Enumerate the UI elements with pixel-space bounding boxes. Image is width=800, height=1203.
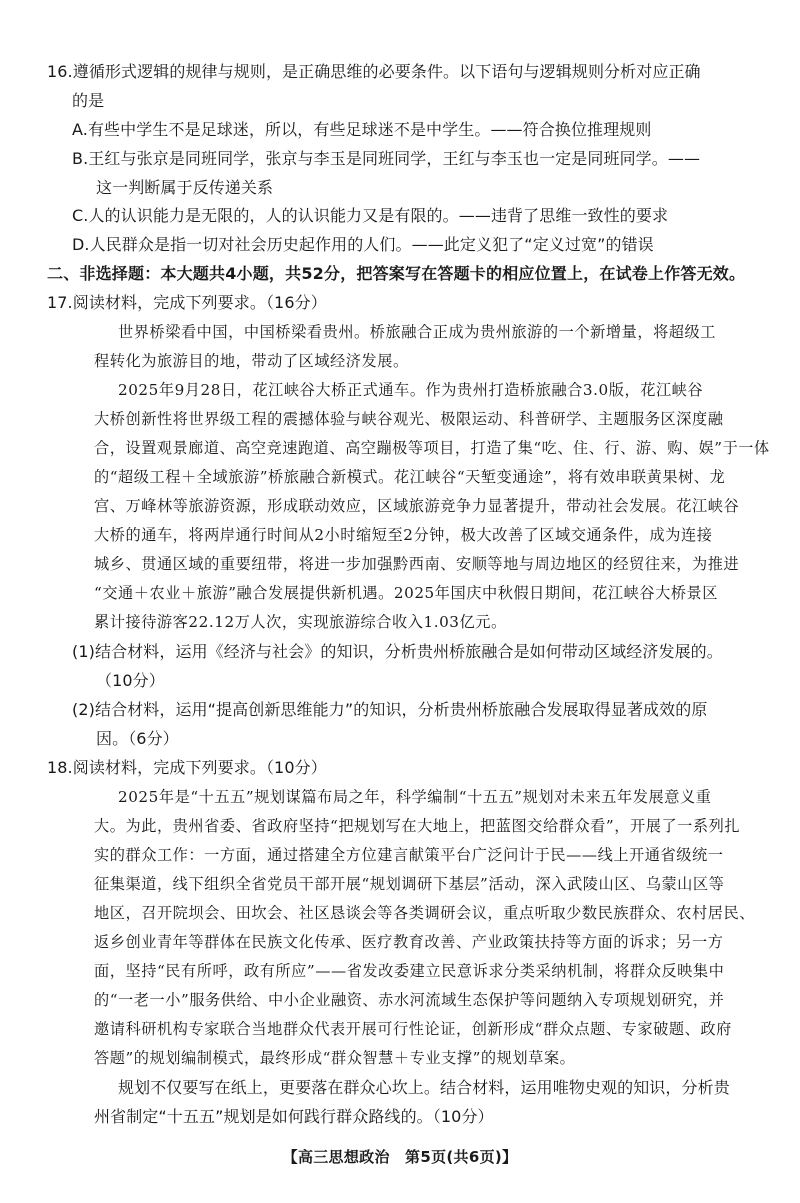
q16-option-d: D.人民群众是指一切对社会历史起作用的人们。——此定义犯了“定义过宽”的错误: [72, 235, 654, 254]
q17-title: 17.阅读材料，完成下列要求。（16分）: [47, 293, 327, 312]
q17-material-line: 累计接待游客22.12万人次，实现旅游综合收入1.03亿元。: [94, 613, 507, 631]
q16-option-a: A.有些中学生不是足球迷，所以，有些足球迷不是中学生。——符合换位推理规则: [72, 120, 652, 139]
q17-material-line: 合，设置观景廊道、高空竞速跑道、高空蹦极等项目，打造了集“吃、住、行、游、购、娱”于一体: [94, 439, 770, 457]
q18-question-line-2: 州省制定“十五五”规划是如何践行群众路线的。（10分）: [94, 1107, 494, 1126]
q16-option-b-line-2: 这一判断属于反传递关系: [96, 178, 274, 197]
q16-option-b-line-1: B.王红与张京是同班同学，张京与李玉是同班同学，王红与李玉也一定是同班同学。——: [72, 149, 701, 168]
q17-material-line: 的“超级工程＋全域旅游”桥旅融合新模式。花江峡谷“天堑变通途”，将有效串联黄果树、龙: [94, 468, 726, 486]
q17-part-1-line-2: （10分）: [96, 671, 165, 690]
q17-material-line: 大桥创新性将世界级工程的震撼体验与峡谷观光、极限运动、科普研学、主题服务区深度融: [94, 410, 724, 428]
q17-material-line: 大桥的通车，将两岸通行时间从2小时缩短至2分钟，极大改善了区域交通条件，成为连接: [94, 526, 713, 544]
q18-material-line: 实的群众工作：一方面，通过搭建全方位建言献策平台广泛问计于民——线上开通省级统一: [94, 846, 724, 864]
q18-material-line: 2025年是“十五五”规划谋篇布局之年，科学编制“十五五”规划对未来五年发展意义重: [118, 788, 712, 806]
q18-title: 18.阅读材料，完成下列要求。（10分）: [47, 758, 327, 777]
q18-question-line-1: 规划不仅要写在纸上，更要落在群众心坎上。结合材料，运用唯物史观的知识，分析贵: [118, 1078, 730, 1097]
q16-stem-line-1: 16.遵循形式逻辑的规律与规则，是正确思维的必要条件。以下语句与逻辑规则分析对应正确: [47, 62, 701, 81]
q17-material-line: 世界桥梁看中国，中国桥梁看贵州。桥旅融合正成为贵州旅游的一个新增量，将超级工: [118, 323, 717, 341]
page-footer: 【高三思想政治 第5页(共6页)】: [282, 1148, 518, 1166]
q18-material-line: 答题”的规划编制模式，最终形成“群众智慧＋专业支撑”的规划草案。: [94, 1049, 576, 1067]
q16-option-c: C.人的认识能力是无限的，人的认识能力又是有限的。——违背了思维一致性的要求: [72, 206, 669, 225]
q17-material-line: 程转化为旅游目的地，带动了区域经济发展。: [94, 352, 409, 370]
q18-material-line: 的“一老一小”服务供给、中小企业融资、赤水河流域生态保护等问题纳入专项规划研究，并: [94, 991, 725, 1009]
q18-material-line: 大。为此，贵州省委、省政府坚持“把规划写在大地上，把蓝图交给群众看”，开展了一系列扎: [94, 817, 741, 835]
q17-part-2-line-2: 因。（6分）: [96, 729, 179, 748]
q18-material-line: 返乡创业青年等群体在民族文化传承、医疗教育改善、产业政策扶持等方面的诉求；另一方: [94, 933, 724, 951]
section-2-heading: 二、非选择题：本大题共4小题，共52分，把答案写在答题卡的相应位置上，在试卷上作答无效。: [47, 264, 746, 283]
q17-part-2-line-1: (2)结合材料，运用“提高创新思维能力”的知识，分析贵州桥旅融合发展取得显著成效的原: [72, 700, 708, 719]
q17-material-line: “交通＋农业＋旅游”融合发展提供新机遇。2025年国庆中秋假日期间，花江峡谷大桥景区: [94, 584, 719, 602]
q17-material-line: 宫、万峰林等旅游资源，形成联动效应，区域旅游竞争力显著提升，带动社会发展。花江峡谷: [94, 497, 740, 515]
q17-material-line: 2025年9月28日，花江峡谷大桥正式通车。作为贵州打造桥旅融合3.0版，花江峡谷: [118, 381, 704, 399]
q18-material-line: 邀请科研机构专家联合当地群众代表开展可行性论证，创新形成“群众点题、专家破题、政府: [94, 1020, 732, 1038]
q17-part-1-line-1: (1)结合材料，运用《经济与社会》的知识，分析贵州桥旅融合是如何带动区域经济发展的。: [72, 642, 723, 661]
q18-material-line: 地区，召开院坝会、田坎会、社区恳谈会等各类调研会议，重点听取少数民族群众、农村居民、: [94, 904, 755, 922]
q18-material-line: 面，坚持“民有所呼，政有所应”——省发改委建立民意诉求分类采纳机制，将群众反映集中: [94, 962, 725, 980]
q17-material-line: 城乡、贯通区域的重要纽带，将进一步加强黔西南、安顺等地与周边地区的经贸往来，为推进: [94, 555, 740, 573]
q18-material-line: 征集渠道，线下组织全省党员干部开展“规划调研下基层”活动，深入武陵山区、乌蒙山区等: [94, 875, 725, 893]
q16-stem-line-2: 的是: [72, 91, 105, 110]
